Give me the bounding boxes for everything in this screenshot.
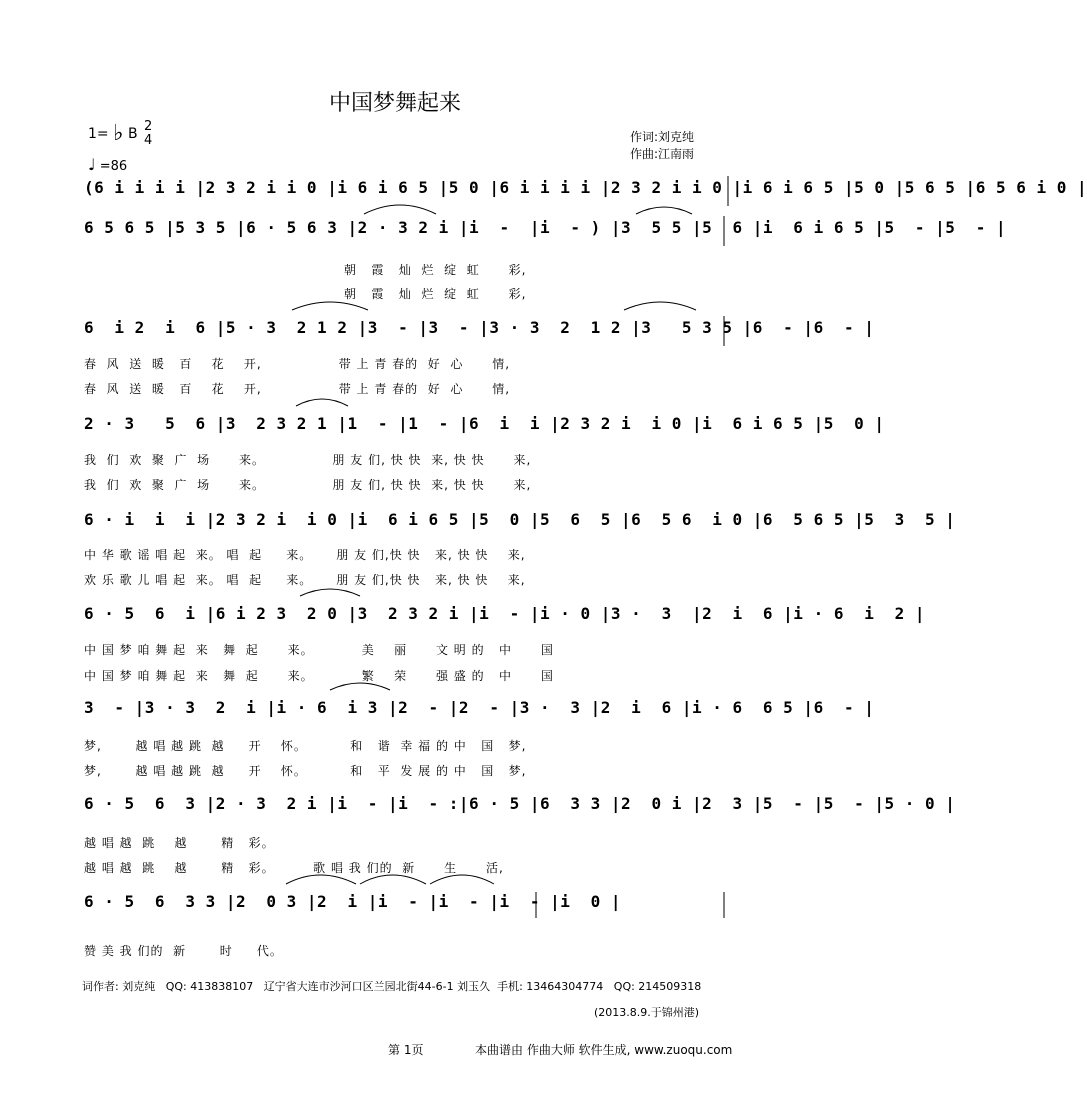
composition-date: (2013.8.9.于锦州港) xyxy=(594,1006,700,1019)
lyricist-credit: 作词:刘克纯 xyxy=(630,130,695,144)
lyric-line: 赞 美 我 们的 新 时 代。 xyxy=(84,944,283,958)
lyric-line: 越 唱 越 跳 越 精 彩。 歌 唱 我 们的 新 生 活, xyxy=(84,861,504,875)
lyric-line: 春 风 送 暖 百 花 开, 带 上 青 春的 好 心 情, xyxy=(84,357,511,371)
notation: 6 · 5 6 i |6 i 2 3 2 0 |3 2 3 2 i |i - |i · 0 |3 · 3 |2 i 6 |i · 6 i 2 | xyxy=(84,604,926,623)
notation: 6 5 6 5 |5 3 5 |6 · 5 6 3 |2 · 3 2 i |i - |i - ) |3 5 5 |5 6 |i 6 i 6 5 |5 - |5 - | xyxy=(84,218,1007,237)
page-number: 第 1页 xyxy=(388,1043,424,1057)
lyric-line: 我 们 欢 聚 广 场 来。 朋 友 们, 快 快 来, 快 快 来, xyxy=(84,478,532,492)
slur xyxy=(286,875,356,884)
key-prefix: 1= xyxy=(88,126,109,142)
slur xyxy=(636,207,692,214)
composer-credit: 作曲:江南雨 xyxy=(630,147,695,161)
slur xyxy=(624,302,696,310)
slur xyxy=(300,589,360,596)
slur xyxy=(430,875,494,884)
lyric-line: 中 华 歌 谣 唱 起 来。 唱 起 来。 朋 友 们,快 快 来, 快 快 来, xyxy=(84,548,526,562)
tempo-value: =86 xyxy=(99,159,128,174)
time-numerator: 2 xyxy=(144,119,153,134)
lyric-line: 朝 霞 灿 烂 绽 虹 彩, xyxy=(84,263,527,277)
time-denominator: 4 xyxy=(144,133,153,148)
notation: 2 · 3 5 6 |3 2 3 2 1 |1 - |1 - |6 i i |2 3 2 i i 0 |i 6 i 6 5 |5 0 | xyxy=(84,414,885,433)
notation: (6 i i i i |2 3 2 i i 0 |i 6 i 6 5 |5 0 |6 i i i i |2 3 2 i i 0 |i 6 i 6 5 |5 0 |5 6 5 |6 5 6 i 0 | xyxy=(84,178,1087,197)
software-credit: 本曲谱由 作曲大师 软件生成, www.zuoqu.com xyxy=(475,1043,733,1057)
notation: 6 i 2 i 6 |5 · 3 2 1 2 |3 - |3 - |3 · 3 2 1 2 |3 5 3 5 |6 - |6 - | xyxy=(84,318,875,337)
lyric-line: 梦, 越 唱 越 跳 越 开 怀。 和 谐 幸 福 的 中 国 梦, xyxy=(84,739,527,753)
lyric-line: 我 们 欢 聚 广 场 来。 朋 友 们, 快 快 来, 快 快 来, xyxy=(84,453,532,467)
notation: 6 · i i i |2 3 2 i i 0 |i 6 i 6 5 |5 0 |5 6 5 |6 5 6 i 0 |6 5 6 5 |5 3 5 | xyxy=(84,510,956,529)
slur xyxy=(292,302,368,310)
flat-icon: ♭ xyxy=(113,121,124,146)
slur xyxy=(330,683,390,690)
footer-info: 词作者: 刘克纯 QQ: 413838107 辽宁省大连市沙河口区兰园北街44-6-1 刘玉久 手机: 13464304774 QQ: 214509318 xyxy=(82,980,702,993)
notation: 3 - |3 · 3 2 i |i · 6 i 3 |2 - |2 - |3 · 3 |2 i 6 |i · 6 6 5 |6 - | xyxy=(84,698,875,717)
lyric-line: 越 唱 越 跳 越 精 彩。 xyxy=(84,836,275,850)
notation: 6 · 5 6 3 3 |2 0 3 |2 i |i - |i - |i - |i 0 | xyxy=(84,892,622,911)
lyric-line: 梦, 越 唱 越 跳 越 开 怀。 和 平 发 展 的 中 国 梦, xyxy=(84,764,527,778)
lyric-line: 欢 乐 歌 儿 唱 起 来。 唱 起 来。 朋 友 们,快 快 来, 快 快 来, xyxy=(84,573,526,587)
lyric-line: 中 国 梦 咱 舞 起 来 舞 起 来。 美 丽 文 明 的 中 国 xyxy=(84,643,554,657)
lyric-line: 春 风 送 暖 百 花 开, 带 上 青 春的 好 心 情, xyxy=(84,382,511,396)
song-title: 中国梦舞起来 xyxy=(328,91,461,116)
notation: 6 · 5 6 3 |2 · 3 2 i |i - |i - :|6 · 5 |6 3 3 |2 0 i |2 3 |5 - |5 - |5 · 0 | xyxy=(84,794,956,813)
quarter-note-icon: ♩ xyxy=(88,155,96,174)
slur xyxy=(364,205,436,214)
lyric-line: 中 国 梦 咱 舞 起 来 舞 起 来。 繁 荣 强 盛 的 中 国 xyxy=(84,669,554,683)
slur xyxy=(360,875,426,884)
lyric-line: 朝 霞 灿 烂 绽 虹 彩, xyxy=(84,287,527,301)
slur xyxy=(296,399,348,406)
key-letter: B xyxy=(127,126,138,142)
